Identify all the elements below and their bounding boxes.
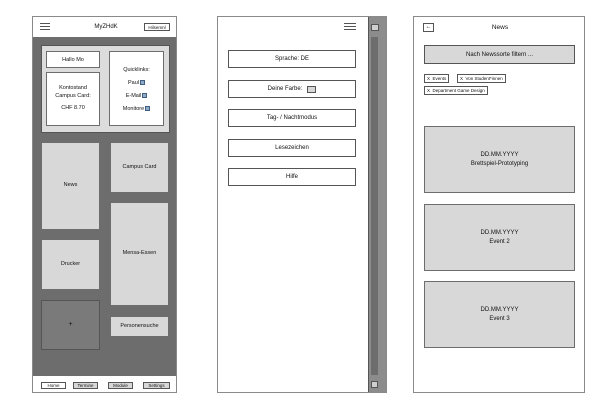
filter-tag-students[interactable]: X Von Student*innen xyxy=(457,74,506,83)
news-tile[interactable]: News xyxy=(41,142,100,230)
news-card-date: DD.MM.YYYY xyxy=(480,152,519,159)
news-card[interactable] xyxy=(424,281,575,348)
filter-tag-events[interactable]: X Events xyxy=(424,74,449,83)
greeting-text: Hallo Mo xyxy=(62,56,84,63)
menu-icon[interactable] xyxy=(344,23,356,32)
underlying-screen-nav-button xyxy=(371,381,378,388)
nav-home[interactable]: Home xyxy=(41,382,66,389)
close-icon[interactable]: X xyxy=(427,76,431,81)
close-icon[interactable]: X xyxy=(427,88,431,93)
add-tile[interactable]: + xyxy=(41,300,100,350)
news-card-title: Event 2 xyxy=(489,238,510,245)
balance-box xyxy=(46,72,100,126)
underlying-screen-header-button xyxy=(371,24,379,31)
close-icon[interactable]: X xyxy=(460,76,464,81)
news-card-date: DD.MM.YYYY xyxy=(480,307,519,314)
menu-icon[interactable] xyxy=(40,23,50,32)
personensuche-tile[interactable]: Personensuche xyxy=(110,316,169,337)
news-card-title: Brettspiel-Prototyping xyxy=(470,160,529,167)
quicklink-email[interactable]: E-Mail xyxy=(110,93,163,99)
color-swatch[interactable] xyxy=(307,86,316,93)
underlying-screen-column xyxy=(371,37,378,375)
campus-card-tile[interactable]: Campus Card xyxy=(110,142,169,193)
menu-item-help[interactable]: Hilfe xyxy=(228,168,356,186)
nav-module[interactable]: Module xyxy=(108,382,133,389)
nav-settings[interactable]: Settings xyxy=(143,382,170,389)
quicklinks-title: Quicklinks: xyxy=(123,67,150,73)
page-title: News xyxy=(491,24,509,31)
news-card[interactable] xyxy=(424,126,575,193)
menu-item-language[interactable]: Sprache: DE xyxy=(228,50,356,68)
checkbox-icon[interactable] xyxy=(145,106,150,111)
menu-item-color[interactable]: Deine Farbe: xyxy=(228,80,356,98)
mensa-tile[interactable]: Mensa-Essen xyxy=(110,202,169,306)
balance-label: Kontostand Campus Card: xyxy=(55,84,91,99)
header-button[interactable]: Hilsemnl xyxy=(144,23,170,31)
news-card-title: Event 3 xyxy=(489,315,510,322)
drucker-tile[interactable]: Drucker xyxy=(41,239,100,290)
checkbox-icon[interactable] xyxy=(140,80,145,85)
news-card[interactable] xyxy=(424,204,575,271)
back-arrow-icon[interactable]: ← xyxy=(423,23,434,32)
menu-item-bookmarks[interactable]: Lesezeichen xyxy=(228,139,356,157)
balance-value: CHF 8.70 xyxy=(61,105,85,112)
app-title: MyZHdK xyxy=(94,24,118,30)
filter-button[interactable]: Nach Newssorte filtern ... xyxy=(424,45,575,64)
menu-drawer xyxy=(218,17,369,392)
greeting-box xyxy=(46,51,100,68)
quicklink-paul[interactable]: Paul xyxy=(110,80,163,86)
checkbox-icon[interactable] xyxy=(142,93,147,98)
nav-termine[interactable]: Termine xyxy=(73,382,98,389)
quicklinks-box xyxy=(109,51,164,126)
quicklink-monitore[interactable]: Monitore xyxy=(110,106,163,112)
menu-item-daynight[interactable]: Tag- / Nachtmodus xyxy=(228,109,356,127)
filter-tag-game-design[interactable]: X Department Game Design xyxy=(424,86,488,95)
news-card-date: DD.MM.YYYY xyxy=(480,230,519,237)
